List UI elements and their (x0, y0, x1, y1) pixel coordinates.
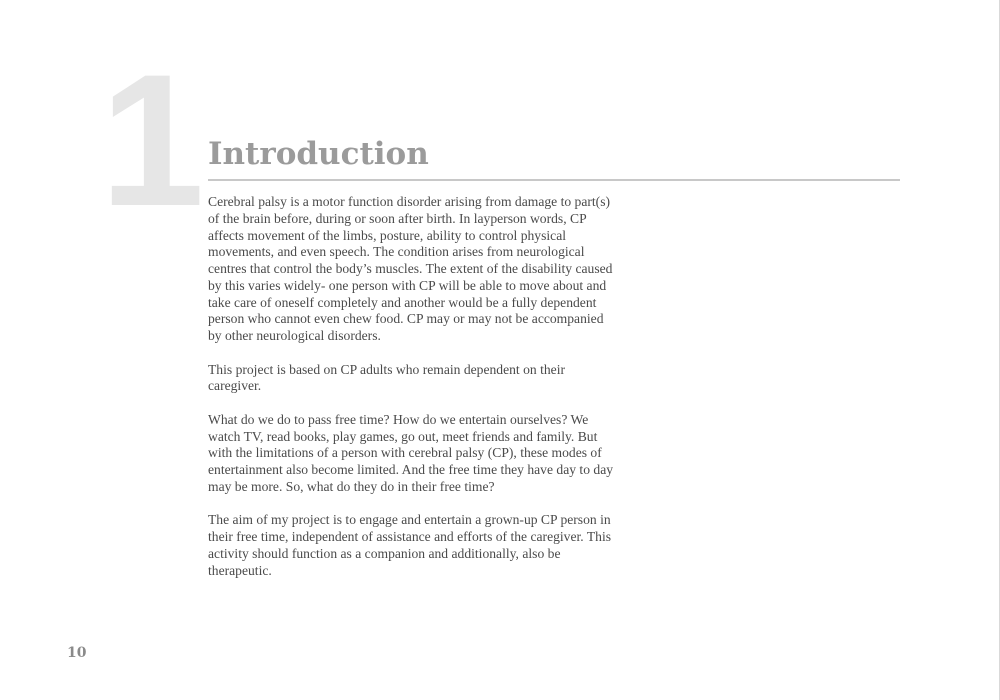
body-text (208, 194, 620, 596)
paragraph: The aim of my project is to engage and entertain a grown-up CP person in their free time, independent of assistance and efforts of the caregiver. This activity should function as a companion and additionally, also be therapeutic. (208, 512, 612, 578)
title-divider (208, 179, 900, 181)
chapter-number: 1 (100, 35, 201, 245)
chapter-title: Introduction (208, 136, 429, 172)
paragraph: Cerebral palsy is a motor function disorder arising from damage to part(s) of the brain before, during or soon after birth. In layperson words, CP affects movement of the limbs, posture, ability to control physical movements, and even speech. The condition arises from neurological centres that control the body’s muscles. The extent of the disability caused by this varies widely- one person with CP will be able to move about and take care of oneself completely and another would be a fully dependent person who cannot even chew food. CP may or may not be accompanied by other neurological disorders. (208, 194, 613, 343)
paragraph: This project is based on CP adults who remain dependent on their caregiver. (208, 361, 566, 394)
paragraph: What do we do to pass free time? How do we entertain ourselves? We watch TV, read books, play games, go out, meet friends and family. But with the limitations of a person with cerebral palsy (CP), these modes of entertainment also become limited. And the free time they have day to day may be more. So, what do they do in their free time? (208, 411, 614, 494)
page-number: 10 (67, 645, 87, 661)
